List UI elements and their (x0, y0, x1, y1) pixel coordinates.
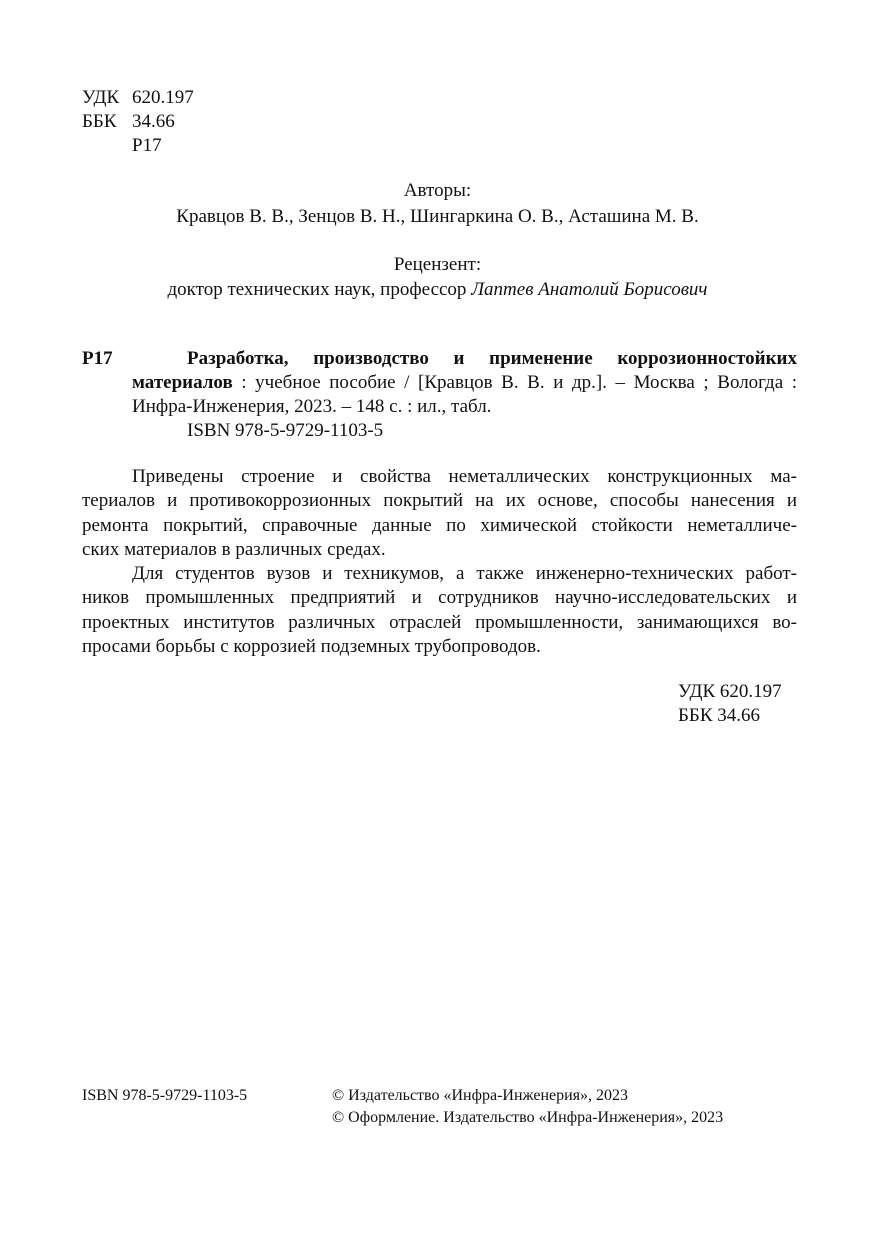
classification-codes-right (678, 680, 782, 728)
udk-right: УДК 620.197 (678, 681, 782, 702)
bib-row-2 (82, 371, 797, 395)
bib-title-bold: материалов (132, 372, 233, 393)
bbk-value: 34.66 (132, 111, 175, 132)
abstract-p1-line: ских материалов в различных средах. (82, 538, 386, 560)
udk-value: 620.197 (132, 87, 194, 108)
copyright-design: © Оформление. Издательство «Инфра-Инженерия», 2023 (332, 1109, 724, 1126)
authors-names: Кравцов В. В., Зенцов В. Н., Шингаркина О. В., Асташина М. В. (176, 206, 699, 227)
abstract-p1-line: териалов и противокоррозионных покрытий на их основе, способы нанесения и (82, 490, 797, 512)
abstract-p2-line: проектных институтов различных отраслей промышленности, занимающихся во- (82, 611, 797, 633)
bib-isbn: ISBN 978-5-9729-1103-5 (187, 420, 384, 441)
bib-sign: Р17 (82, 348, 113, 369)
bib-row-3 (82, 395, 797, 419)
bbk-row (82, 110, 194, 134)
copyright-publisher: © Издательство «Инфра-Инженерия», 2023 (332, 1087, 629, 1104)
bib-row-4 (82, 419, 797, 443)
abstract-p2-line: Для студентов вузов и техникумов, а также инженерно-технических работ- (132, 563, 797, 585)
classification-codes (82, 86, 194, 158)
abstract-p2-line: просами борьбы с коррозией подземных трубопроводов. (82, 636, 541, 658)
abstract-p1-line: Приведены строение и свойства неметаллических конструкционных ма- (132, 466, 797, 487)
reviewer-heading: Рецензент: (393, 254, 482, 275)
authors-heading: Авторы: (403, 180, 472, 201)
bib-title-line1: Разработка, производство и применение коррозионностойких (187, 348, 797, 369)
reviewer-title: доктор технических наук, профессор (167, 279, 472, 300)
footer-isbn: ISBN 978-5-9729-1103-5 (82, 1087, 248, 1104)
bib-title-line2 (132, 371, 797, 395)
bib-title-rest: : учебное пособие / [Кравцов В. В. и др.]. – Москва ; Вологда : (232, 372, 797, 393)
footer-copyright (332, 1085, 723, 1129)
bibliographic-record (82, 347, 797, 443)
udk-label: УДК (82, 87, 120, 108)
reviewer-name: Лаптев Анатолий Борисович (471, 279, 708, 300)
abstract-p2-line: ников промышленных предприятий и сотрудников научно-исследовательских и (82, 587, 797, 609)
abstract (82, 465, 797, 659)
bib-row-1 (82, 347, 797, 371)
udk-row (82, 86, 194, 110)
bbk-right: ББК 34.66 (678, 705, 760, 726)
bib-imprint: Инфра-Инженерия, 2023. – 148 с. : ил., табл. (132, 396, 492, 417)
author-sign-row (82, 134, 194, 158)
bbk-label: ББК (82, 111, 117, 132)
reviewer-line (0, 279, 875, 301)
abstract-p1-line: ремонта покрытий, справочные данные по химической стойкости неметалличе- (82, 514, 797, 536)
author-sign: Р17 (132, 135, 162, 156)
